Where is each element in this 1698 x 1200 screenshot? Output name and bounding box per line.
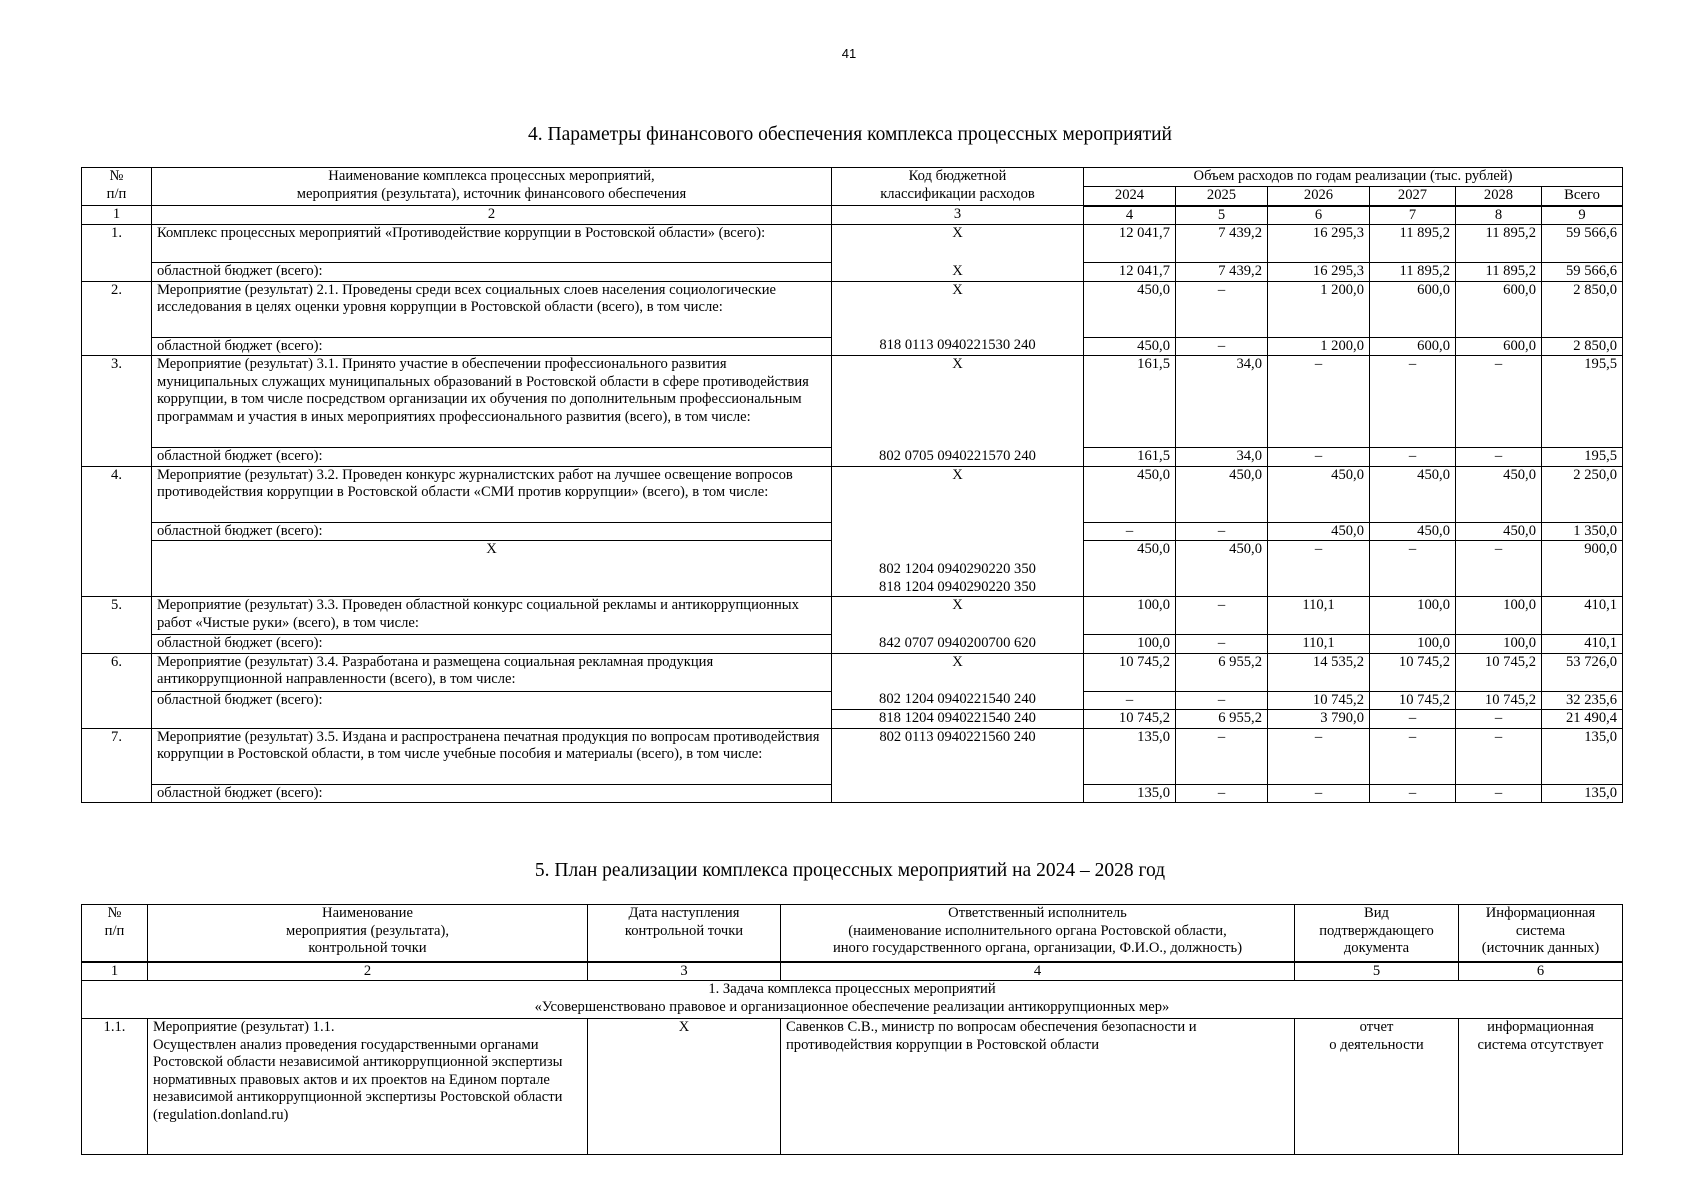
value-cell: 450,0 — [1176, 541, 1268, 597]
value-cell: 135,0 — [1084, 728, 1176, 784]
value-cell: 7 439,2 — [1176, 225, 1268, 263]
value-cell: 161,5 — [1084, 448, 1176, 467]
source-name: областной бюджет (всего): — [152, 784, 832, 803]
value-cell: 600,0 — [1456, 337, 1542, 356]
extra-source-name: Х — [152, 541, 832, 597]
row-num: 6. — [82, 653, 152, 728]
value-cell: – — [1176, 784, 1268, 803]
row-num: 1.1. — [82, 1019, 148, 1155]
value-cell: 600,0 — [1370, 337, 1456, 356]
row-name: Мероприятие (результат) 1.1. Осуществлен анализ проведения государственными органами Ростовской области независимой антикоррупционной экспертизы нормативных правовых актов и их проектов на Едином портале независимой антикоррупционной экспертизы Ростовской области (regulation.donland.ru) — [148, 1019, 588, 1155]
col-number: 2 — [152, 206, 832, 225]
value-cell: 161,5 — [1084, 356, 1176, 448]
header-num: № п/п — [82, 905, 148, 962]
source-code: 802 0705 0940221570 240 — [832, 448, 1084, 467]
col-number: 5 — [1176, 206, 1268, 225]
source-code: 818 0113 0940221530 240 — [832, 337, 1084, 356]
value-cell: 195,5 — [1542, 356, 1623, 448]
source-code: 802 1204 0940221540 240 — [832, 691, 1084, 710]
value-cell: 450,0 — [1370, 522, 1456, 541]
source-code: 818 1204 0940221540 240 — [832, 710, 1084, 729]
row-name: Мероприятие (результат) 3.3. Проведен областной конкурс социальной рекламы и антикоррупционных работ «Чистые руки» (всего), в том числе: — [152, 597, 832, 635]
source-name: областной бюджет (всего): — [152, 522, 832, 541]
row-num: 7. — [82, 728, 152, 803]
row-name: Мероприятие (результат) 3.2. Проведен конкурс журналистских работ на лучшее освещение вопросов противодействия коррупции в Ростовской области «СМИ против коррупции» (всего), в том числе: — [152, 466, 832, 522]
value-cell: 11 895,2 — [1370, 263, 1456, 282]
value-cell: 10 745,2 — [1456, 691, 1542, 710]
value-cell: 410,1 — [1542, 635, 1623, 654]
value-cell: – — [1456, 541, 1542, 597]
value-cell: 59 566,6 — [1542, 225, 1623, 263]
section-4-title: 4. Параметры финансового обеспечения комплекса процессных мероприятий — [528, 124, 1172, 145]
value-cell: 450,0 — [1084, 541, 1176, 597]
header-document: Вид подтверждающего документа — [1295, 905, 1459, 962]
value-cell: – — [1176, 691, 1268, 710]
value-cell: 10 745,2 — [1370, 691, 1456, 710]
value-cell: – — [1176, 281, 1268, 337]
row-num: 5. — [82, 597, 152, 654]
row-code: Х — [832, 281, 1084, 337]
row-num: 3. — [82, 356, 152, 467]
source-code: Х — [832, 263, 1084, 282]
value-cell: 34,0 — [1176, 448, 1268, 467]
header-responsible: Ответственный исполнитель (наименование исполнительного органа Ростовской области, иного государственного органа, организации, Ф.И.О., должность) — [781, 905, 1295, 962]
col-number: 1 — [82, 962, 148, 981]
value-cell: 450,0 — [1176, 466, 1268, 522]
value-cell: 100,0 — [1084, 597, 1176, 635]
value-cell: – — [1370, 710, 1456, 729]
section-5-title: 5. План реализации комплекса процессных мероприятий на 2024 – 2028 год — [534, 860, 1166, 881]
header-year: 2024 — [1084, 187, 1176, 206]
value-cell: – — [1176, 635, 1268, 654]
value-cell: 450,0 — [1084, 337, 1176, 356]
col-number: 2 — [148, 962, 588, 981]
value-cell: – — [1370, 541, 1456, 597]
value-cell: 10 745,2 — [1370, 653, 1456, 691]
value-cell: – — [1456, 448, 1542, 467]
header-year: 2027 — [1370, 187, 1456, 206]
value-cell: 2 250,0 — [1542, 466, 1623, 522]
header-code: Код бюджетной классификации расходов — [832, 168, 1084, 206]
value-cell: 6 955,2 — [1176, 653, 1268, 691]
col-number: 9 — [1542, 206, 1623, 225]
value-cell: 7 439,2 — [1176, 263, 1268, 282]
value-cell: 110,1 — [1268, 597, 1370, 635]
value-cell: 100,0 — [1084, 635, 1176, 654]
value-cell: 450,0 — [1268, 522, 1370, 541]
value-cell: 450,0 — [1456, 522, 1542, 541]
value-cell: 450,0 — [1268, 466, 1370, 522]
header-system: Информационная система (источник данных) — [1459, 905, 1623, 962]
value-cell: – — [1176, 728, 1268, 784]
col-number: 8 — [1456, 206, 1542, 225]
value-cell: 11 895,2 — [1456, 263, 1542, 282]
value-cell: 1 350,0 — [1542, 522, 1623, 541]
value-cell: 1 200,0 — [1268, 281, 1370, 337]
value-cell: 450,0 — [1456, 466, 1542, 522]
value-cell: – — [1268, 448, 1370, 467]
financing-table — [81, 167, 1623, 803]
header-num: № п/п — [82, 168, 152, 206]
value-cell: – — [1176, 337, 1268, 356]
value-cell: 10 745,2 — [1268, 691, 1370, 710]
value-cell: – — [1456, 710, 1542, 729]
value-cell: – — [1268, 356, 1370, 448]
value-cell: 100,0 — [1456, 635, 1542, 654]
source-name: областной бюджет (всего): — [152, 635, 832, 654]
row-num: 1. — [82, 225, 152, 282]
value-cell: 2 850,0 — [1542, 281, 1623, 337]
value-cell: 12 041,7 — [1084, 263, 1176, 282]
row-date: Х — [588, 1019, 781, 1155]
value-cell: 2 850,0 — [1542, 337, 1623, 356]
row-name: Мероприятие (результат) 3.1. Принято участие в обеспечении профессионального развития муниципальных служащих муниципальных образований в Ростовской области в сфере противодействия коррупции, в том числе посредством организации их обучения по дополнительным профессиональным программам и участия в иных мероприятиях профессионального развития (всего), в том числе: — [152, 356, 832, 448]
value-cell: 53 726,0 — [1542, 653, 1623, 691]
source-name: областной бюджет (всего): — [152, 691, 832, 728]
col-number: 5 — [1295, 962, 1459, 981]
task-title: 1. Задача комплекса процессных мероприятий — [708, 981, 996, 997]
value-cell: 11 895,2 — [1456, 225, 1542, 263]
value-cell: – — [1268, 541, 1370, 597]
header-year: 2025 — [1176, 187, 1268, 206]
source-name: областной бюджет (всего): — [152, 263, 832, 282]
row-system: информационная система отсутствует — [1459, 1019, 1623, 1155]
value-cell: 10 745,2 — [1084, 710, 1176, 729]
row-name: Мероприятие (результат) 3.5. Издана и распространена печатная продукция по вопросам противодействия коррупции в Ростовской области, в том числе учебные пособия и материалы (всего), в том числе: — [152, 728, 832, 784]
value-cell: 6 955,2 — [1176, 710, 1268, 729]
value-cell: 450,0 — [1084, 281, 1176, 337]
source-name: областной бюджет (всего): — [152, 448, 832, 467]
value-cell: 3 790,0 — [1268, 710, 1370, 729]
col-number: 3 — [588, 962, 781, 981]
value-cell: – — [1268, 728, 1370, 784]
col-number: 4 — [781, 962, 1295, 981]
task-header — [82, 981, 1623, 1019]
value-cell: 21 490,4 — [1542, 710, 1623, 729]
row-code: Х — [832, 653, 1084, 691]
value-cell: 16 295,3 — [1268, 225, 1370, 263]
header-total: Всего — [1542, 187, 1623, 206]
value-cell: 195,5 — [1542, 448, 1623, 467]
row-responsible: Савенков С.В., министр по вопросам обеспечения безопасности и противодействия коррупции в Ростовской области — [781, 1019, 1295, 1155]
value-cell: 600,0 — [1370, 281, 1456, 337]
row-document: отчет о деятельности — [1295, 1019, 1459, 1155]
value-cell: – — [1370, 728, 1456, 784]
row-code: 802 0113 0940221560 240 — [832, 728, 1084, 803]
value-cell: 59 566,6 — [1542, 263, 1623, 282]
plan-table — [81, 904, 1623, 1155]
header-name: Наименование мероприятия (результата), контрольной точки — [148, 905, 588, 962]
value-cell: – — [1456, 784, 1542, 803]
source-code: 842 0707 0940200700 620 — [832, 635, 1084, 654]
source-name: областной бюджет (всего): — [152, 337, 832, 356]
value-cell: – — [1370, 448, 1456, 467]
col-number: 3 — [832, 206, 1084, 225]
header-year: 2028 — [1456, 187, 1542, 206]
value-cell: – — [1456, 356, 1542, 448]
row-num: 2. — [82, 281, 152, 356]
row-code: Х — [832, 597, 1084, 635]
value-cell: 110,1 — [1268, 635, 1370, 654]
value-cell: 100,0 — [1370, 635, 1456, 654]
value-cell: – — [1084, 691, 1176, 710]
row-code: Х — [832, 466, 1084, 522]
value-cell: 1 200,0 — [1268, 337, 1370, 356]
value-cell: 135,0 — [1542, 784, 1623, 803]
value-cell: – — [1084, 522, 1176, 541]
value-cell: 135,0 — [1542, 728, 1623, 784]
row-name: Мероприятие (результат) 2.1. Проведены среди всех социальных слоев населения социологические исследования в целях оценки уровня коррупции в Ростовской области (всего), в том числе: — [152, 281, 832, 337]
value-cell: 410,1 — [1542, 597, 1623, 635]
task-description: «Усовершенствовано правовое и организационное обеспечение реализации антикоррупционных мер» — [534, 998, 1170, 1015]
row-num: 4. — [82, 466, 152, 597]
value-cell: 100,0 — [1370, 597, 1456, 635]
value-cell: 450,0 — [1084, 466, 1176, 522]
value-cell: 10 745,2 — [1084, 653, 1176, 691]
col-number: 1 — [82, 206, 152, 225]
col-number: 4 — [1084, 206, 1176, 225]
header-volume: Объем расходов по годам реализации (тыс. рублей) — [1084, 168, 1623, 187]
source-code-empty — [832, 522, 1084, 541]
value-cell: 16 295,3 — [1268, 263, 1370, 282]
source-code: 818 1204 0940290220 350 — [879, 578, 1036, 595]
value-cell: 11 895,2 — [1370, 225, 1456, 263]
value-cell: 100,0 — [1456, 597, 1542, 635]
row-name: Комплекс процессных мероприятий «Противодействие коррупции в Ростовской области» (всего): — [152, 225, 832, 263]
col-number: 6 — [1268, 206, 1370, 225]
source-code: 802 1204 0940290220 350 — [879, 561, 1036, 577]
row-name: Мероприятие (результат) 3.4. Разработана и размещена социальная рекламная продукция антикоррупционной направленности (всего), в том числе: — [152, 653, 832, 691]
value-cell: 10 745,2 — [1456, 653, 1542, 691]
value-cell: 135,0 — [1084, 784, 1176, 803]
page-number: 41 — [841, 46, 857, 61]
row-code: Х — [832, 356, 1084, 448]
header-date: Дата наступления контрольной точки — [588, 905, 781, 962]
row-code: Х — [832, 225, 1084, 263]
header-name: Наименование комплекса процессных мероприятий, мероприятия (результата), источник финансового обеспечения — [152, 168, 832, 206]
value-cell: 600,0 — [1456, 281, 1542, 337]
extra-source-codes — [832, 541, 1084, 597]
value-cell: – — [1370, 784, 1456, 803]
value-cell: 12 041,7 — [1084, 225, 1176, 263]
header-year: 2026 — [1268, 187, 1370, 206]
value-cell: 14 535,2 — [1268, 653, 1370, 691]
col-number: 6 — [1459, 962, 1623, 981]
value-cell: 450,0 — [1370, 466, 1456, 522]
value-cell: 34,0 — [1176, 356, 1268, 448]
value-cell: 32 235,6 — [1542, 691, 1623, 710]
value-cell: 900,0 — [1542, 541, 1623, 597]
value-cell: – — [1456, 728, 1542, 784]
value-cell: – — [1176, 522, 1268, 541]
value-cell: – — [1176, 597, 1268, 635]
value-cell: – — [1268, 784, 1370, 803]
value-cell: – — [1370, 356, 1456, 448]
col-number: 7 — [1370, 206, 1456, 225]
